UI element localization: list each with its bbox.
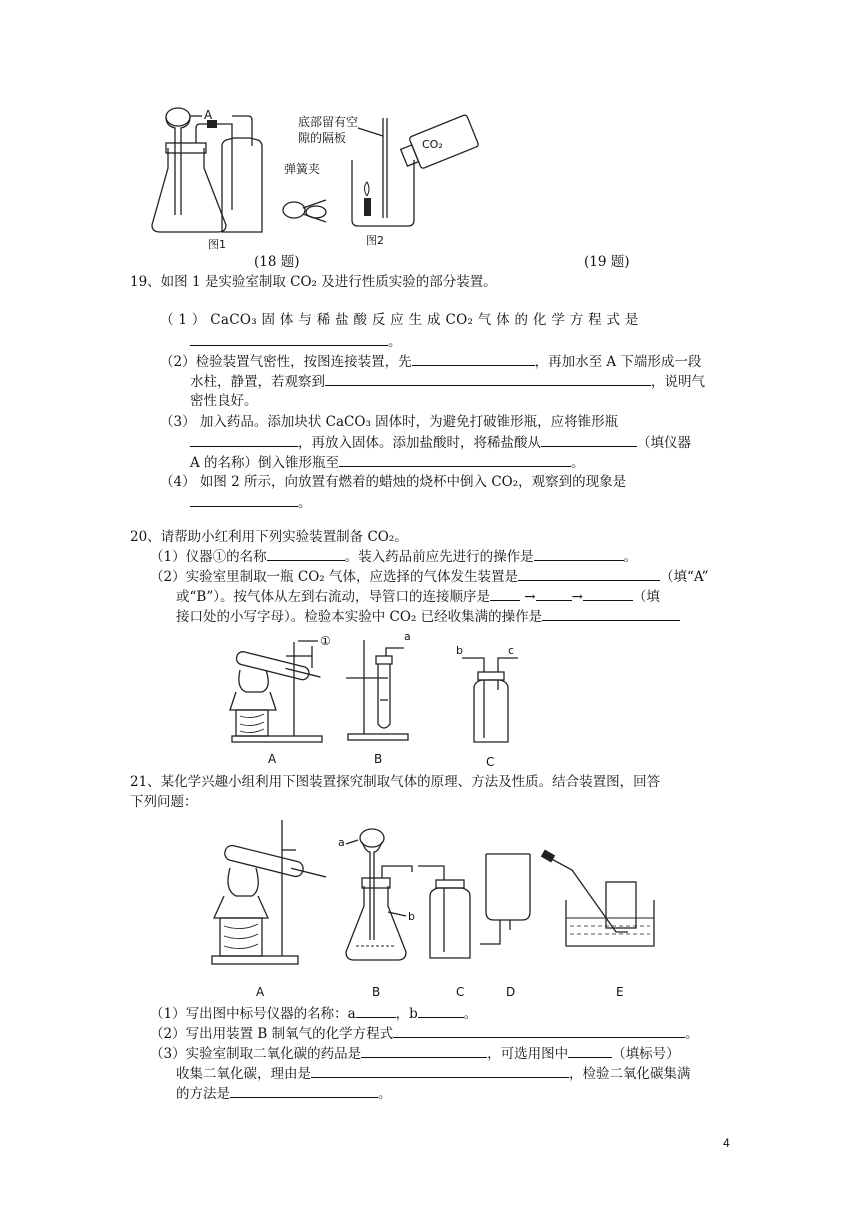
q21-stem-line2: 下列问题： bbox=[130, 794, 198, 810]
q20-p2-line3: 接口处的小写字母）。检验本实验中 CO₂ 已经收集满的操作是 bbox=[176, 606, 680, 627]
page-number: 4 bbox=[723, 1136, 730, 1150]
q21-stem-line1: 21、某化学兴趣小组利用下图装置探究制取气体的原理、方法及性质。结合装置图，回答 bbox=[130, 774, 661, 790]
q21-blank-b[interactable] bbox=[418, 1003, 464, 1018]
q21-blank-collector[interactable] bbox=[568, 1043, 612, 1058]
fig18-clamp-label: 弹簧夹 bbox=[284, 162, 321, 176]
fig21-caption-C: C bbox=[456, 985, 465, 999]
fig19-partition-label-2: 隙的隔板 bbox=[298, 131, 347, 145]
q19-p1-line2: 。 bbox=[190, 331, 402, 352]
q19-p2-line2: 水柱，静置，若观察到 ，说明气 bbox=[190, 371, 705, 392]
tag-q18: (18 题) bbox=[254, 254, 300, 270]
q19-p4-line1: （4） 如图 2 所示，向放置有燃着的蜡烛的烧杯中倒入 CO₂，观察到的现象是 bbox=[160, 474, 627, 490]
q19-p4-line2: 。 bbox=[190, 492, 312, 513]
q21-p3-line2: 收集二氧化碳，理由是 ，检验二氧化碳集满 bbox=[176, 1063, 691, 1084]
q19-p3-line2: ，再放入固体。添加盐酸时，将稀盐酸从 （填仪器 bbox=[190, 432, 691, 453]
fig20-label-a: a bbox=[404, 630, 411, 643]
q20-p1: （1）仪器①的名称 。装入药品前应先进行的操作是 。 bbox=[150, 546, 637, 567]
q20-stem: 20、请帮助小红利用下列实验装置制备 CO₂。 bbox=[130, 529, 408, 545]
q21-blank-reagents[interactable] bbox=[361, 1043, 487, 1058]
fig19-partition-label-1: 底部留有空 bbox=[298, 115, 359, 129]
q20-p2-line2: 或“B”）。按气体从左到右流动，导管口的连接顺序是 → → （填 bbox=[176, 586, 660, 607]
q21-blank-a[interactable] bbox=[356, 1003, 396, 1018]
q21-blank-reason[interactable] bbox=[311, 1063, 569, 1078]
fig20-caption-A: A bbox=[268, 752, 277, 766]
fig20-label-b: b bbox=[456, 644, 463, 657]
fig19-caption: 图2 bbox=[366, 234, 384, 247]
fig20-label-c: c bbox=[508, 644, 515, 657]
fig18-label-A: A bbox=[204, 108, 213, 122]
q19-p3-line3: A 的名称）倒入锥形瓶至 。 bbox=[190, 452, 585, 473]
tag-q19: (19 题) bbox=[584, 254, 630, 270]
q20-p2-line1: （2）实验室里制取一瓶 CO₂ 气体，应选择的气体发生装置是 （填“A” bbox=[150, 566, 709, 587]
q19-stem: 19、如图 1 是实验室制取 CO₂ 及进行性质实验的部分装置。 bbox=[130, 274, 497, 290]
q21-p3-line1: （3）实验室制取二氧化碳的药品是 ，可选用图中 （填标号） bbox=[150, 1043, 680, 1064]
fig21-caption-D: D bbox=[506, 985, 516, 999]
fig20-caption-C: C bbox=[486, 755, 495, 769]
fig20-label-circle1: ① bbox=[320, 634, 331, 648]
q21-blank-check-method[interactable] bbox=[230, 1083, 378, 1098]
q21-p1: （1）写出图中标号仪器的名称：a ，b 。 bbox=[150, 1003, 477, 1024]
fig21-caption-E: E bbox=[616, 985, 624, 999]
fig18-caption: 图1 bbox=[208, 238, 226, 251]
q19-p2-line3: 密性良好。 bbox=[190, 393, 258, 409]
q19-p1-line1: （ 1 ） CaCO₃ 固 体 与 稀 盐 酸 反 应 生 成 CO₂ 气 体 的 化 学 方 程 式 是 bbox=[160, 312, 639, 328]
q19-p3-line1: （3） 加入药品。添加块状 CaCO₃ 固体时，为避免打破锥形瓶，应将锥形瓶 bbox=[160, 414, 619, 430]
q21-p3-line3: 的方法是 。 bbox=[176, 1083, 392, 1104]
fig21-caption-B: B bbox=[372, 985, 381, 999]
q21-blank-equation[interactable] bbox=[393, 1023, 685, 1038]
q21-p2: （2）写出用装置 B 制氧气的化学方程式 。 bbox=[150, 1023, 699, 1044]
fig21-label-a: a bbox=[338, 836, 345, 849]
fig21-caption-A: A bbox=[256, 985, 265, 999]
fig21-label-b: b bbox=[408, 910, 415, 923]
q19-p2-line1: （2）检验装置气密性，按图连接装置，先 ，再加水至 A 下端形成一段 bbox=[160, 351, 701, 372]
fig19-bottle-label: CO₂ bbox=[422, 138, 443, 151]
fig20-caption-B: B bbox=[374, 752, 383, 766]
